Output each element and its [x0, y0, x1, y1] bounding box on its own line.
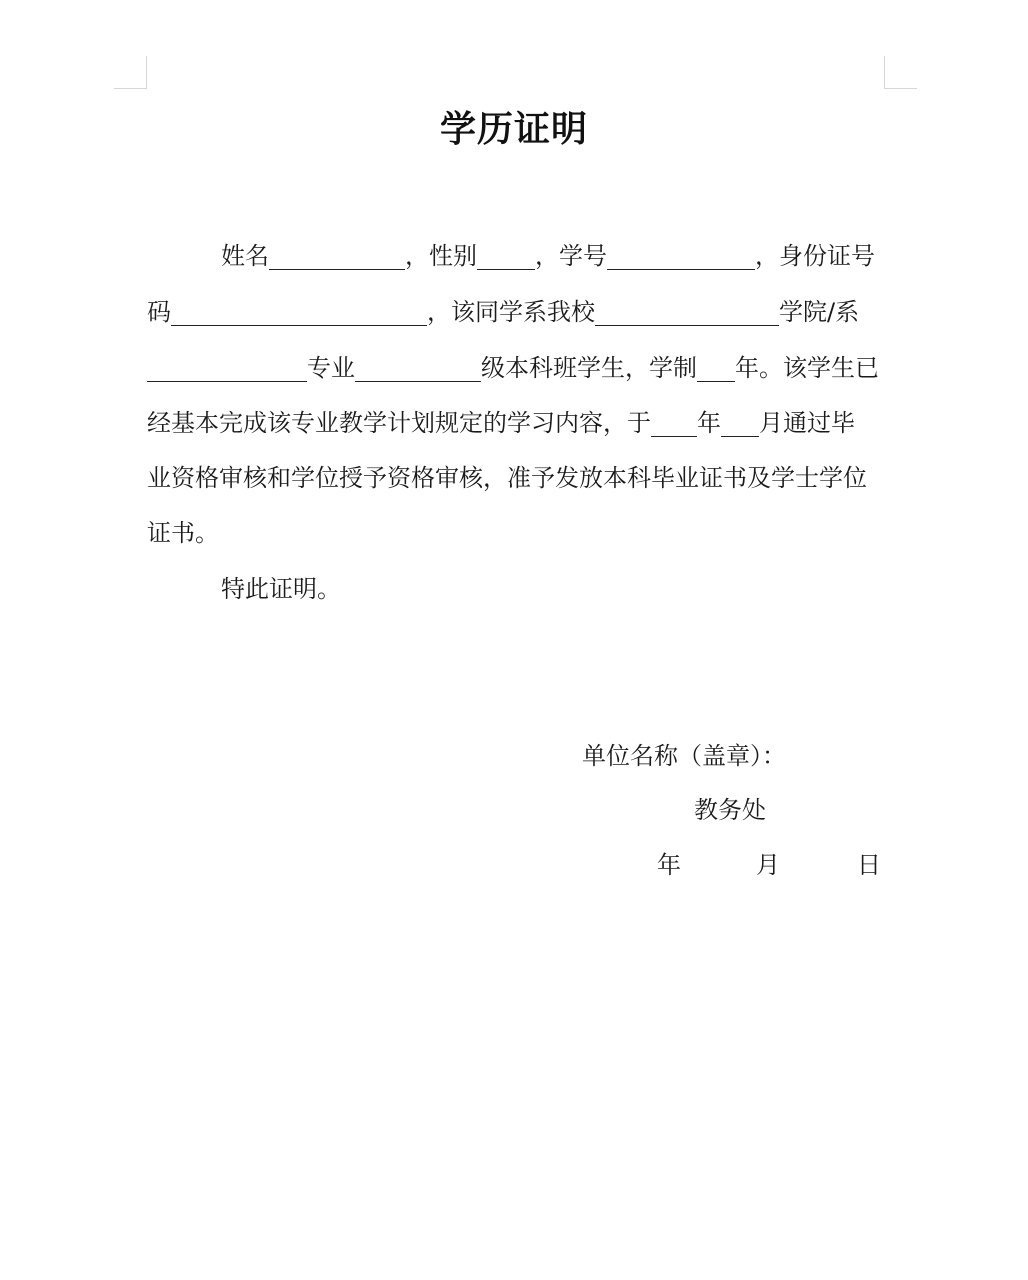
paragraph-line-6: 证书。 — [147, 519, 219, 547]
id-number-blank — [171, 297, 427, 326]
school-text: ，该同学系我校 — [427, 298, 595, 326]
certify-line — [147, 561, 887, 617]
paragraph-line-1 — [147, 228, 887, 284]
college-blank — [595, 297, 779, 326]
years-blank — [697, 353, 735, 382]
name-label: 姓名 — [221, 242, 269, 270]
gender-blank — [477, 241, 535, 270]
date-day-label: 日 — [857, 851, 881, 879]
id-label-part-b: 码 — [147, 298, 171, 326]
date-month-label: 月 — [756, 851, 780, 879]
paragraph-line-2 — [147, 284, 887, 340]
document-title: 学历证明 — [439, 109, 588, 150]
office-name: 教务处 — [694, 796, 766, 824]
years-suffix: 年。该学生已 — [735, 354, 879, 382]
college-label: 学院/系 — [779, 298, 860, 326]
department-blank — [147, 353, 307, 382]
unit-name-label: 单位名称（盖章）： — [582, 742, 786, 770]
student-no-label: ，学号 — [535, 242, 607, 270]
student-no-blank — [607, 241, 755, 270]
major-label: 专业 — [307, 354, 355, 382]
id-label-part-a: ，身份证号 — [755, 242, 875, 270]
paragraph-line-4 — [147, 395, 887, 451]
pass-year-blank — [651, 408, 697, 437]
month-suffix: 月通过毕 — [759, 409, 855, 437]
gender-label: ，性别 — [405, 242, 477, 270]
crop-mark-top-left — [114, 56, 147, 89]
paragraph-line-5: 业资格审核和学位授予资格审核，准予发放本科毕业证书及学士学位 — [147, 464, 867, 492]
certify-text: 特此证明。 — [221, 575, 341, 603]
pass-month-blank — [721, 408, 759, 437]
class-text: 级本科班学生，学制 — [481, 354, 697, 382]
date-year-label: 年 — [657, 851, 681, 879]
major-blank — [355, 353, 481, 382]
year-label: 年 — [697, 409, 721, 437]
completion-text: 经基本完成该专业教学计划规定的学习内容，于 — [147, 409, 651, 437]
paragraph-line-3 — [147, 340, 887, 396]
crop-mark-top-right — [884, 56, 917, 89]
name-blank — [269, 241, 405, 270]
